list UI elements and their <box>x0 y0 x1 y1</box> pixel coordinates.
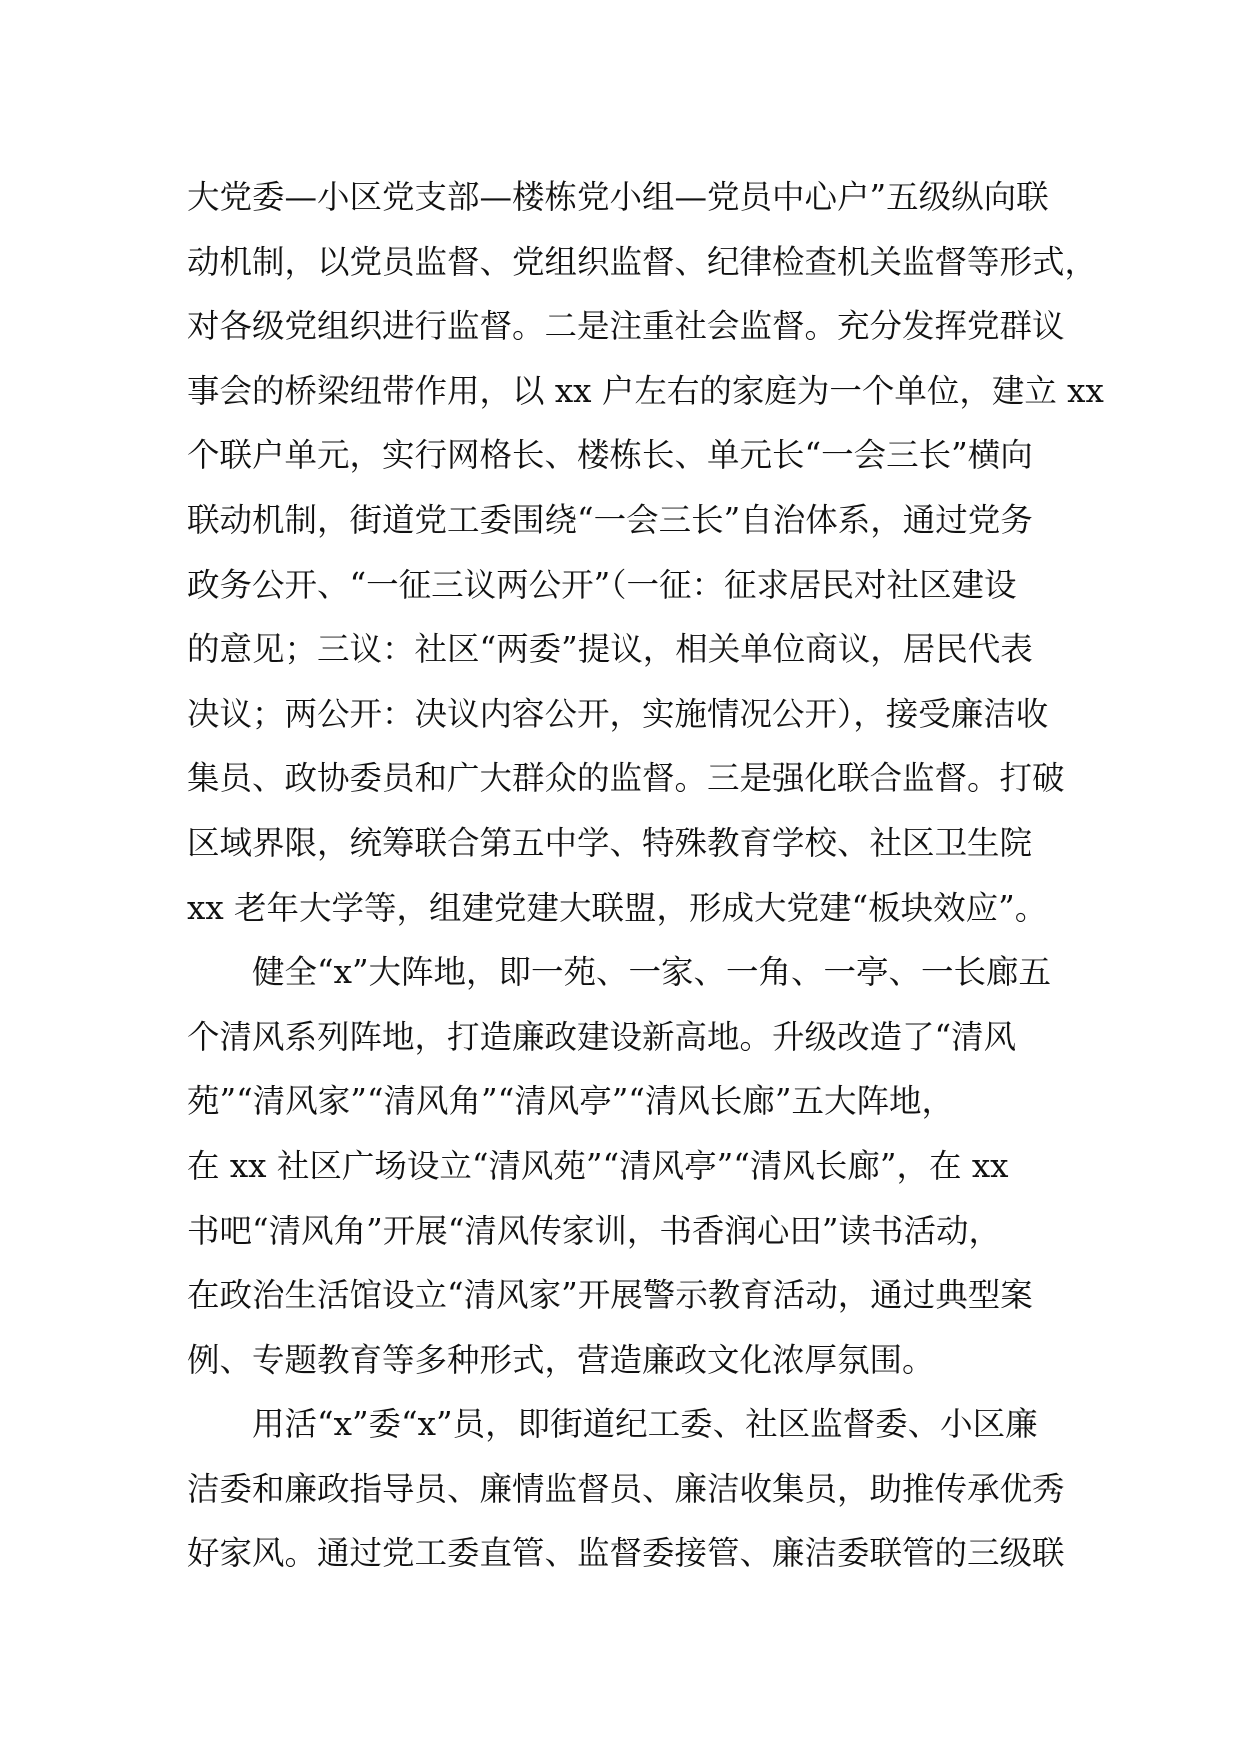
text-line: 好家风。通过党工委直管、监督委接管、廉洁委联管的三级联 <box>187 1534 1065 1573</box>
paragraph-first-line: 用活“x”委“x”员，即街道纪工委、社区监督委、小区廉 <box>252 1405 1038 1444</box>
text-line: 联动机制，街道党工委围绕“一会三长”自治体系，通过党务 <box>187 500 1033 539</box>
text-line: 政务公开、“一征三议两公开”（一征：征求居民对社区建设 <box>187 565 1017 604</box>
text-line: 在政治生活馆设立“清风家”开展警示教育活动，通过典型案 <box>187 1276 1033 1315</box>
text-line: 大党委—小区党支部—楼栋党小组—党员中心户”五级纵向联 <box>187 178 1049 216</box>
text-line: 个联户单元，实行网格长、楼栋长、单元长“一会三长”横向 <box>187 436 1033 475</box>
text-line: 在 xx 社区广场设立“清风苑”“清风亭”“清风长廊”，在 xx <box>187 1146 1009 1185</box>
text-line: 的意见；三议：社区“两委”提议，相关单位商议，居民代表 <box>187 630 1033 669</box>
paragraph-first-line: 健全“x”大阵地，即一苑、一家、一角、一亭、一长廊五 <box>252 953 1052 992</box>
text-line: 事会的桥梁纽带作用，以 xx 户左右的家庭为一个单位，建立 xx <box>187 371 1104 410</box>
body-text <box>187 165 1104 1586</box>
text-line: 集员、政协委员和广大群众的监督。三是强化联合监督。打破 <box>187 759 1065 798</box>
text-line: 动机制，以党员监督、党组织监督、纪律检查机关监督等形式， <box>187 242 1098 281</box>
text-line: 区域界限，统筹联合第五中学、特殊教育学校、社区卫生院 <box>187 823 1033 862</box>
text-line: 例、专题教育等多种形式，营造廉政文化浓厚氛围。 <box>187 1340 935 1379</box>
text-line: 书吧“清风角”开展“清风传家训，书香润心田”读书活动， <box>187 1211 1001 1250</box>
text-line: xx 老年大学等，组建党建大联盟，形成大党建“板块效应”。 <box>187 888 1048 927</box>
text-line: 对各级党组织进行监督。二是注重社会监督。充分发挥党群议 <box>187 307 1065 346</box>
text-line: 苑”“清风家”“清风角”“清风亭”“清风长廊”五大阵地， <box>187 1082 955 1121</box>
text-line: 决议；两公开：决议内容公开，实施情况公开），接受廉洁收 <box>187 694 1049 733</box>
text-line: 洁委和廉政指导员、廉情监督员、廉洁收集员，助推传承优秀 <box>187 1469 1065 1508</box>
text-line: 个清风系列阵地，打造廉政建设新高地。升级改造了“清风 <box>187 1017 1017 1056</box>
